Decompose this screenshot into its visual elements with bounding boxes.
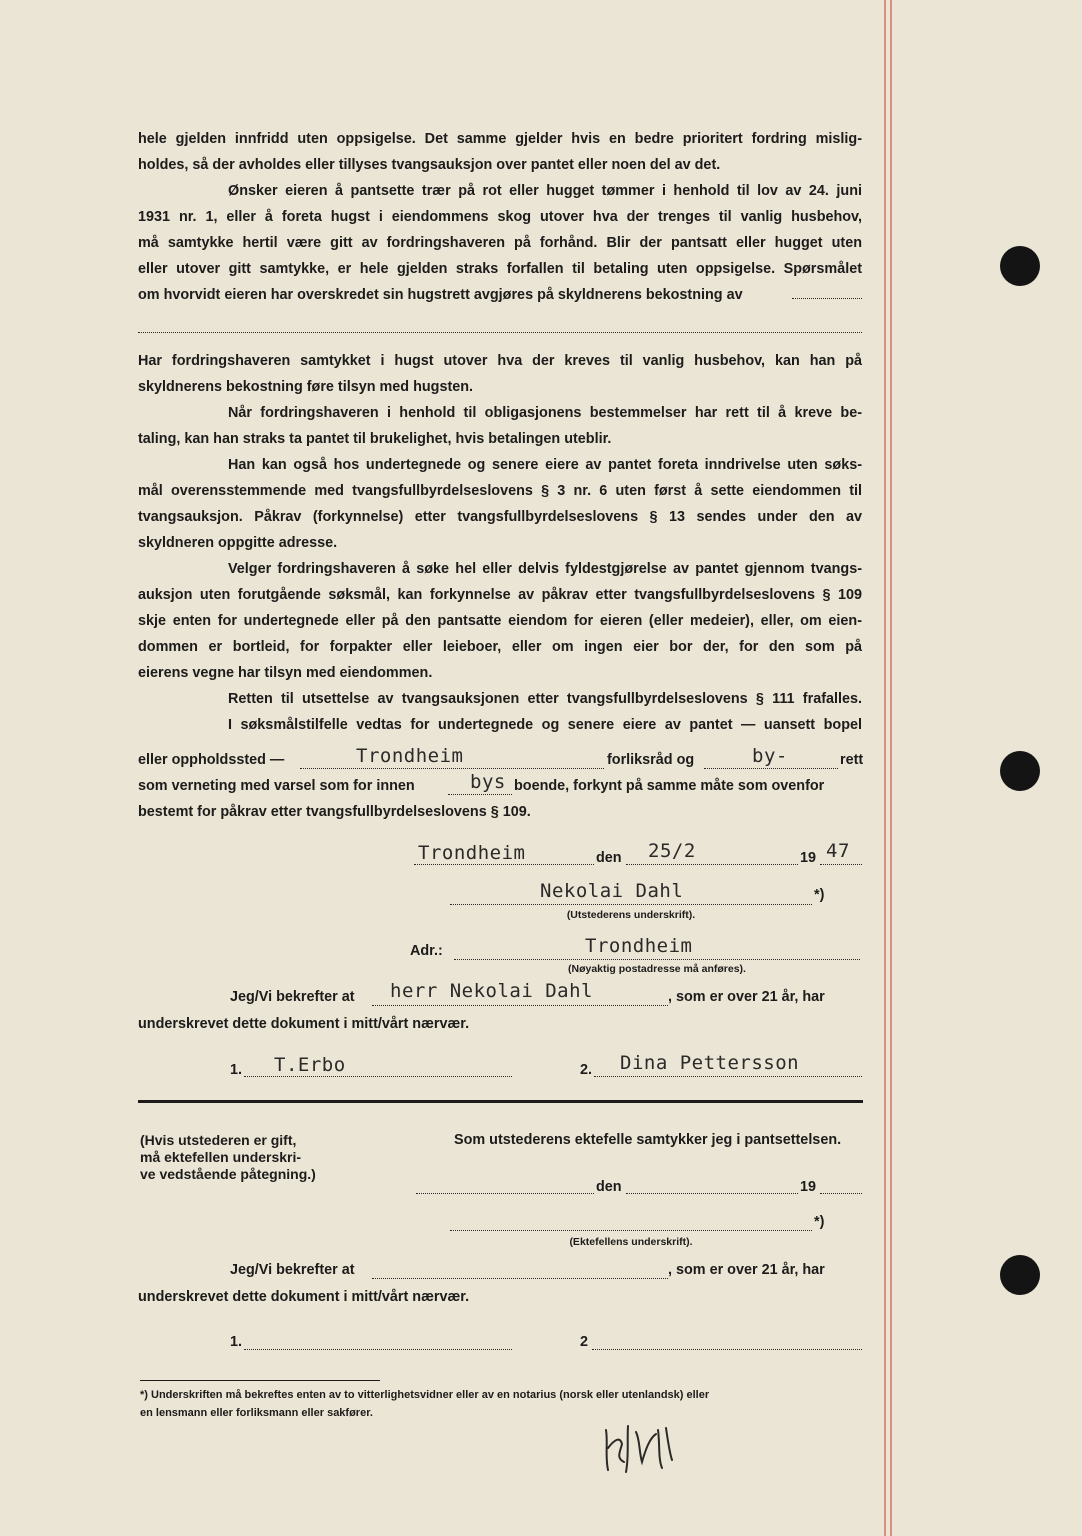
margin-line-2 [890,0,892,1536]
fill-line [448,794,512,795]
fill-line [626,864,798,865]
spouse-witness1-number: 1. [230,1334,243,1350]
text-line: eierens vegne har tilsyn med eiendommen. [138,665,433,681]
spouse-year-prefix: 19 [800,1179,817,1195]
text-line: skje enten for undertegnede eller på den pantsatte eiendom for eieren (eller medeier), eller, om eien- [138,613,862,629]
text-line: Velger fordringshaveren å søke hel eller delvis fyldestgjørelse av pantet gjennom tvangs- [228,561,862,577]
witness-line [244,1076,512,1077]
text-line: holdes, så der avholdes eller tillyses tvangsauksjon over pantet eller noen del av det. [138,157,721,173]
signing-place: Trondheim [418,842,526,864]
confirm-prefix: Jeg/Vi bekrefter at [230,989,355,1005]
footnote-line: *) Underskriften må bekreftes enten av to vitterlighetsvidner eller av en notarius (norsk eller utenlandsk) eller [140,1389,710,1401]
footnote-marker: *) [814,887,825,903]
paragraph-debt [138,126,862,308]
text-line: bestemt for påkrav etter tvangsfullbyrdelseslovens § 109. [138,804,531,820]
address-caption: (Nøyaktig postadresse må anføres). [568,963,746,975]
confirm-name: herr Nekolai Dahl [390,980,593,1002]
fill-line [138,332,862,333]
fill-line [372,1005,668,1006]
section-divider [138,1100,863,1103]
venue-line2-suffix: boende, forkynt på samme måte som ovenfor [514,778,825,794]
year-prefix: 19 [800,850,817,866]
address-value: Trondheim [585,935,693,957]
confirm-suffix: , som er over 21 år, har [668,989,825,1005]
text-line: hele gjelden innfridd uten oppsigelse. Det samme gjelder hvis en bedre prioritert fordring mislig- [138,131,862,147]
text-line: 1931 nr. 1, eller å foreta hugst i eiendommens skog utover hva der trenges til vanlig husbehov, [138,209,862,225]
text-line: tvangsauksjon. Påkrav (forkynnelse) etter tvangsfullbyrdelseslovens § 13 sendes under den av [138,509,862,525]
venue-line2-prefix: som verneting med varsel som for innen [138,778,415,794]
witness-line [594,1076,862,1077]
text-line: Retten til utsettelse av tvangsauksjonen etter tvangsfullbyrdelseslovens § 111 frafalles. [228,691,862,707]
fill-line [820,864,862,865]
text-line: må samtykke hertil være gitt av fordringshaveren på forhånd. Blir der pantsatt eller hugget uten [138,235,862,251]
text-line: om hvorvidt eieren har overskredet sin hugstrett avgjøres på skyldnerens bekostning av [138,287,743,303]
fill-line [704,768,838,769]
text-line: auksjon uten forutgående søksmål, kan forkynnelse av påkrav etter tvangsfullbyrdelseslovens § 109 [138,587,862,603]
text-line: Når fordringshaveren i henhold til obligasjonens bestemmelser har rett til å kreve be- [228,405,862,421]
spouse-note-line: må ektefellen underskri- [140,1149,302,1165]
signature-line [450,1230,812,1231]
spouse-consent: Som utstederens ektefelle samtykker jeg i pantsettelsen. [454,1132,842,1148]
text-line: eller utover gitt samtykke, er hele gjelden straks forfallen til betaling uten oppsigelse. Spørsmålet [138,261,862,277]
witness-line [592,1349,862,1350]
fill-line [416,1193,594,1194]
spouse-note [140,1132,316,1183]
fill-line [372,1278,668,1279]
spouse-signature-caption: (Ektefellens underskrift). [569,1236,693,1248]
footnote [140,1386,865,1422]
witness1-signature: T.Erbo [274,1054,346,1076]
signature-line [450,904,812,905]
fill-line [792,298,862,299]
issuer-signature: Nekolai Dahl [540,880,684,902]
text-line: taling, kan han straks ta pantet til brukelighet, hvis betalingen uteblir. [138,431,612,447]
venue-city: Trondheim [356,745,464,767]
punch-hole [1000,1255,1040,1295]
footnote-line: en lensmann eller forliksmann eller sakfører. [140,1407,373,1419]
venue-suffix: rett [840,752,864,768]
text-line: skyldnerens bekostning føre tilsyn med hugsten. [138,379,474,395]
text-line: Ønsker eieren å pantsette trær på rot eller hugget tømmer i henhold til lov av 24. juni [228,183,862,199]
footnote-marker: *) [814,1214,825,1230]
spouse-witness2-number: 2 [580,1334,589,1350]
fill-line [626,1193,798,1194]
address-label: Adr.: [410,943,443,959]
witness1-number: 1. [230,1062,243,1078]
spouse-confirm-suffix: , som er over 21 år, har [668,1262,825,1278]
spouse-note-line: ve vedstående påtegning.) [140,1166,316,1182]
footnote-rule [140,1380,380,1381]
spouse-confirm-prefix: Jeg/Vi bekrefter at [230,1262,355,1278]
signature-caption: (Utstederens underskrift). [566,909,696,921]
margin-line [884,0,886,1536]
witness2-number: 2. [580,1062,593,1078]
punch-hole [1000,751,1040,791]
fill-line [414,864,594,865]
confirm-line2: underskrevet dette dokument i mitt/vårt nærvær. [138,1016,470,1032]
fill-line [820,1193,862,1194]
venue-mid: forliksråd og [607,752,695,768]
text-line: mål overensstemmende med tvangsfullbyrdelseslovens § 3 nr. 6 uten først å sette eiendommen til [138,483,862,499]
text-line: I søksmålstilfelle vedtas for undertegnede og senere eiere av pantet — uansett bopel [228,717,862,733]
paragraph-hugst [138,348,862,738]
spouse-den-label: den [596,1179,622,1195]
venue-court: by- [752,745,788,767]
text-line: Han kan også hos undertegnede og senere eiere av pantet foreta inndrivelse uten søks- [228,457,862,473]
witness2-signature: Dina Pettersson [620,1052,800,1074]
punch-hole [1000,246,1040,286]
fill-line [300,768,604,769]
text-line: Har fordringshaveren samtykket i hugst utover hva der kreves til vanlig husbehov, kan han på [138,353,862,369]
signing-year: 47 [826,840,850,862]
venue-bys: bys [470,771,506,793]
spouse-note-line: (Hvis utstederen er gift, [140,1132,297,1148]
venue-prefix: eller oppholdssted — [138,752,285,768]
text-line: skyldneren oppgitte adresse. [138,535,338,551]
signing-date: 25/2 [648,840,696,862]
witness-line [244,1349,512,1350]
spouse-confirm-line2: underskrevet dette dokument i mitt/vårt nærvær. [138,1289,470,1305]
text-line: dommen er bortleid, for forpakter eller leieboer, eller om ingen eier bor der, for den som på [138,639,862,655]
den-label: den [596,850,622,866]
address-line [454,959,860,960]
handwritten-initials [596,1418,686,1476]
